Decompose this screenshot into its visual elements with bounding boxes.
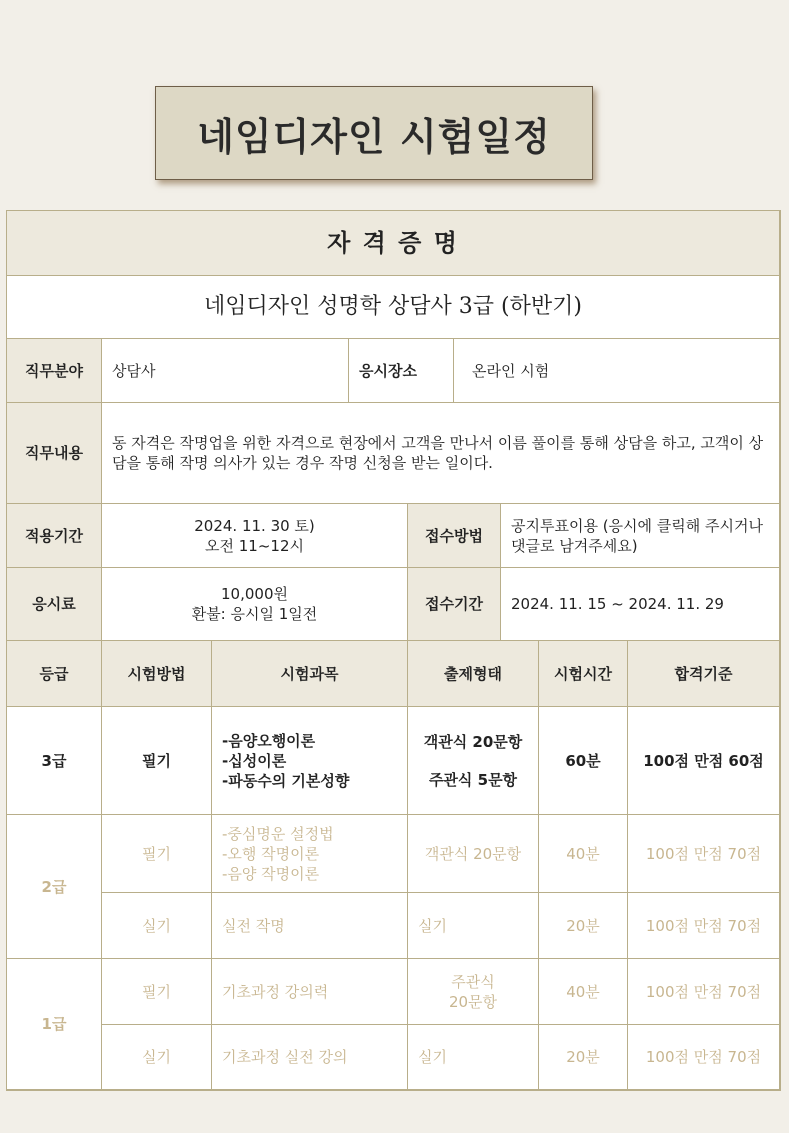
period-date: 2024. 11. 30 토) xyxy=(194,516,315,535)
grade2-practical-method: 실기 xyxy=(102,893,212,959)
grade1-written-format xyxy=(408,959,539,1025)
reg-value: 2024. 11. 15 ~ 2024. 11. 29 xyxy=(501,568,780,641)
grade3-method: 필기 xyxy=(102,707,212,815)
venue-label: 응시장소 xyxy=(349,339,454,403)
grade1-written-time: 40분 xyxy=(539,959,628,1025)
grade3-subjects xyxy=(212,707,408,815)
fee-refund: 환불: 응시일 1일전 xyxy=(191,605,318,623)
field-label: 직무분야 xyxy=(7,339,102,403)
grade1-format-line: 20문항 xyxy=(448,992,498,1011)
grade3-time: 60분 xyxy=(539,707,628,815)
grade2-label: 2급 xyxy=(7,815,102,959)
header-grade: 등급 xyxy=(7,641,102,707)
grade3-pass: 100점 만점 60점 xyxy=(628,707,780,815)
venue-value: 온라인 시험 xyxy=(454,339,780,403)
period-time: 오전 11~12시 xyxy=(205,536,304,555)
page-title: 네임디자인 시험일정 xyxy=(197,113,551,159)
grade2-subject-item: -중심명운 설정법 xyxy=(222,824,334,843)
grade2-written-time: 40분 xyxy=(539,815,628,893)
grade2-practical-subjects: 실전 작명 xyxy=(212,893,408,959)
cert-name: 네임디자인 성명학 상담사 3급 (하반기) xyxy=(7,276,780,339)
fee-label: 응시료 xyxy=(7,568,102,641)
method-label: 접수방법 xyxy=(408,504,501,568)
grade2-subject-item: -음양 작명이론 xyxy=(222,864,320,883)
grade2-written-pass: 100점 만점 70점 xyxy=(628,815,780,893)
period-value xyxy=(102,504,408,568)
grade1-practical-format: 실기 xyxy=(408,1025,539,1090)
header-time: 시험시간 xyxy=(539,641,628,707)
grade3-subject-item: -십성이론 xyxy=(222,751,287,770)
section-title: 자 격 증 명 xyxy=(7,211,780,276)
grade2-subject-item: -오행 작명이론 xyxy=(222,844,320,863)
grade2-written-method: 필기 xyxy=(102,815,212,893)
grade1-written-subjects: 기초과정 강의력 xyxy=(212,959,408,1025)
grade2-practical-format: 실기 xyxy=(408,893,539,959)
grade3-format-subjective: 주관식 5문항 xyxy=(428,770,518,789)
field-value: 상담사 xyxy=(102,339,349,403)
header-format: 출제형태 xyxy=(408,641,539,707)
page-title-box xyxy=(155,86,593,180)
grade1-practical-pass: 100점 만점 70점 xyxy=(628,1025,780,1090)
header-pass: 합격기준 xyxy=(628,641,780,707)
grade3-format xyxy=(408,707,539,815)
grade1-written-pass: 100점 만점 70점 xyxy=(628,959,780,1025)
grade2-practical-pass: 100점 만점 70점 xyxy=(628,893,780,959)
grade1-format-line: 주관식 xyxy=(451,972,495,991)
header-subject: 시험과목 xyxy=(212,641,408,707)
fee-value xyxy=(102,568,408,641)
exam-schedule-table xyxy=(6,210,781,1091)
grade2-practical-time: 20분 xyxy=(539,893,628,959)
grade1-practical-method: 실기 xyxy=(102,1025,212,1090)
grade1-label: 1급 xyxy=(7,959,102,1090)
reg-label: 접수기간 xyxy=(408,568,501,641)
grade3-label: 3급 xyxy=(7,707,102,815)
fee-amount: 10,000원 xyxy=(221,585,288,603)
grade3-subject-item: -음양오행이론 xyxy=(222,731,316,750)
duty-value: 동 자격은 작명업을 위한 자격으로 현장에서 고객을 만나서 이름 풀이를 통해 상담을 하고, 고객이 상담을 통해 작명 의사가 있는 경우 작명 신청을 받는 일이다. xyxy=(102,403,780,504)
period-label: 적용기간 xyxy=(7,504,102,568)
method-value: 공지투표이용 (응시에 클릭해 주시거나 댓글로 남겨주세요) xyxy=(501,504,780,568)
duty-label: 직무내용 xyxy=(7,403,102,504)
grade2-written-subjects xyxy=(212,815,408,893)
grade1-written-method: 필기 xyxy=(102,959,212,1025)
grade3-subject-item: -파동수의 기본성향 xyxy=(222,771,350,790)
header-method: 시험방법 xyxy=(102,641,212,707)
grade3-format-objective: 객관식 20문항 xyxy=(423,732,523,751)
grade1-practical-time: 20분 xyxy=(539,1025,628,1090)
grade1-practical-subjects: 기초과정 실전 강의 xyxy=(212,1025,408,1090)
grade2-written-format: 객관식 20문항 xyxy=(408,815,539,893)
